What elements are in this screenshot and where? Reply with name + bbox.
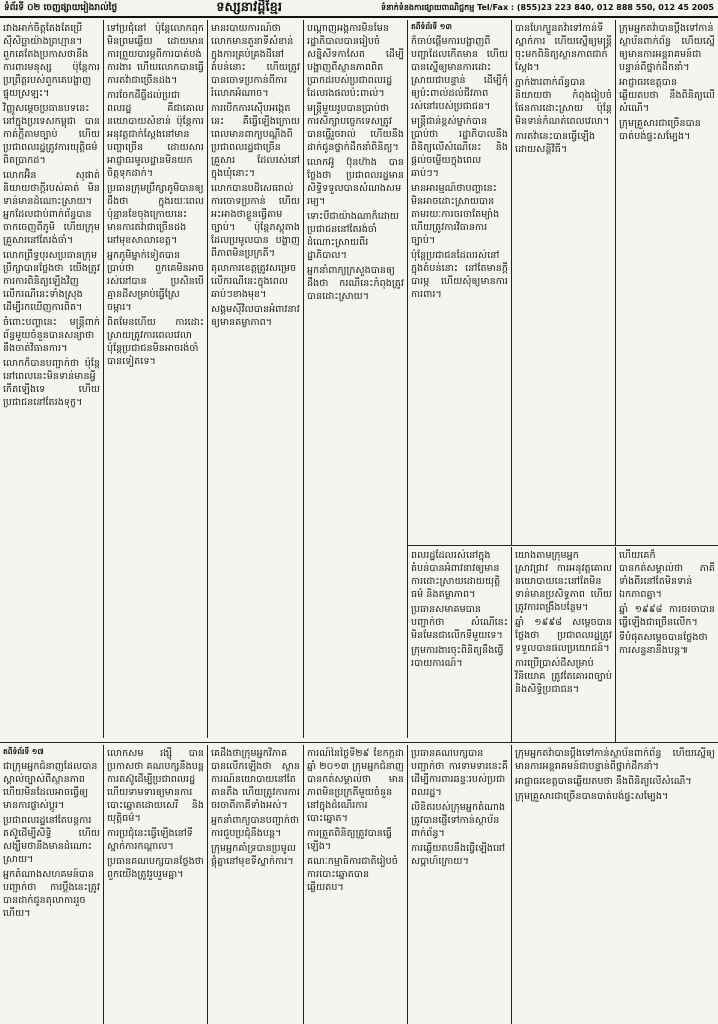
bottom-column-6-body [515, 747, 715, 803]
column-8 [408, 547, 512, 742]
bottom-column-4 [304, 745, 408, 1024]
article-paragraph: អ្នកតំណាងសហគមន៍បានបញ្ជាក់ថា ការប្តឹងនេះត្រូវបានដាក់ជូនតុលាការរួចហើយ។ [3, 869, 100, 919]
contact-info: ទំនាក់ទំនងការផ្សាយពាណិជ្ជកម្ម Tel/Fax : (855)23 223 840, 012 888 550, 012 45 2005 [381, 3, 714, 12]
article-paragraph: អ្នកភូមិម្នាក់ទៀតបានប្រាប់ថា ពួកគេមិនអាចរស់នៅបាន ប្រសិនបើគ្មានដីសម្រាប់ធ្វើស្រែចម្ការ។ [107, 250, 204, 313]
article-paragraph: ជាក្រុមអ្នកជំនាញដែលបានស្គាល់ច្បាស់ពីស្ថានភាព ហើយមិនដែលអាចធ្វើឲ្យមានការផ្លាស់ប្តូរ។ [3, 761, 98, 811]
article-paragraph: ប្រធានក្រុមប្រឹក្សាភូមិបានឲ្យដឹងថា ក្នុងរយៈពេលប៉ុន្មានខែចុងក្រោយនេះ មានការតវ៉ាជាច្រើនដងនៅមុខសាលាខេត្ត។ [107, 183, 204, 246]
article-paragraph: ឆ្នាំ ១៩៩៨ សម្តេចបានថ្លែងថា ប្រជាពលរដ្ឋត្រូវទទួលបានផលប្រយោជន៍។ [515, 617, 612, 654]
article-paragraph: ក្រុមគ្រួសារជាច្រើនបានបាត់បង់ផ្ទះសម្បែង។ [515, 791, 669, 802]
column-1 [0, 20, 104, 738]
bottom-column-2-body [107, 747, 204, 881]
column-7-body [619, 22, 715, 143]
bottom-column-5-body [411, 747, 508, 868]
column-5 [408, 20, 512, 545]
column-7 [616, 20, 718, 545]
article-paragraph: ការតវ៉ានេះបានធ្វើឡើងដោយសន្តិវិធី។ [515, 131, 596, 155]
article-paragraph: ការឆ្លើយតបនឹងធ្វើឡើងនៅសប្តាហ៍ក្រោយ។ [411, 843, 506, 867]
article-paragraph: ភ្នាក់ងារពាក់ព័ន្ធបាននិយាយថា កំពុងរៀបចំផែនការដោះស្រាយ ប៉ុន្តែមិនទាន់កំណត់ពេលវេលា។ [515, 77, 612, 127]
column-3 [208, 20, 304, 738]
bottom-column-3 [208, 745, 304, 1024]
article-paragraph: អាជ្ញាធរខេត្តបានឆ្លើយតបថា នឹងពិនិត្យលើសំណើ។ [619, 77, 715, 114]
article-paragraph: ក្រុមអ្នកតវ៉ាបានប្តឹងទៅកាន់ស្ថាប័នពាក់ព័ន្ធ ហើយស្នើឲ្យមានការអន្តរាគមន៍ជាបន្ទាន់ពីថ្នាក់ដឹកនាំ។ [619, 23, 715, 73]
article-paragraph: ក៏ចាប់ផ្តើមការបង្ហាញពីបញ្ហាដែលកើតមាន ហើយបានស្នើឲ្យមានការដោះស្រាយជាបន្ទាន់ ដើម្បីកុំឲ្យប៉ះពាល់ដល់ជីវភាពរស់នៅរបស់ប្រជាជន។ [411, 36, 508, 112]
article-paragraph: អ្នកនាំពាក្យបានបញ្ជាក់ថា ការជួបប្រជុំនឹងបន្ត។ [211, 815, 300, 839]
article-paragraph: ប្រធានគណបក្សបានថ្លែងថា ពួកយើងត្រូវរួបរួមគ្នា។ [107, 856, 204, 880]
bottom-column-5 [408, 745, 512, 1024]
masthead-title: ទស្សនាវដ្តីខ្មែរ [216, 0, 282, 15]
article-paragraph: បណ្តាញអង្គការមិនមែនរដ្ឋាភិបាលបានរៀបចំសន្និសីទកាសែត ដើម្បីបង្ហាញពីស្ថានភាពពិតប្រាកដរបស់ប្រជាពលរដ្ឋដែលរងផលប៉ះពាល់។ [307, 23, 404, 99]
page-number-label: ទំព័រទី ០២ ចេញផ្សាយរៀងរាល់ថ្ងៃ [4, 2, 118, 13]
column-6 [512, 20, 616, 545]
article-paragraph: ប៉ុន្តែប្រជាជនដែលរស់នៅក្នុងតំបន់នោះ នៅតែមានក្តីបារម្ភ ហើយសុំឲ្យមានការការពារ។ [411, 250, 508, 300]
column-10 [616, 547, 718, 742]
bottom-column-1 [0, 745, 104, 1024]
article-paragraph: គេដឹងថាក្រុមអ្នកវិភាគបានលើកឡើងថា ស្ថានការណ៍នយោបាយនៅតែតានតឹង ហើយត្រូវការការចរចាពីភាគីទាំងអស់។ [211, 748, 300, 811]
article-paragraph: តុលាការខេត្តត្រូវសម្រេចលើករណីនេះក្នុងពេលឆាប់ៗខាងមុខ។ [211, 263, 297, 300]
article-paragraph: អ្នកនាំពាក្យក្រសួងបានឲ្យដឹងថា ករណីនេះកំពុងត្រូវបានដោះស្រាយ។ [307, 265, 404, 302]
column-1-body [3, 22, 100, 409]
column-2-body [107, 22, 204, 368]
column-9 [512, 547, 616, 742]
section-divider-right [408, 545, 718, 546]
article-paragraph: ទោះបីជាយ៉ាងណាក៏ដោយ ប្រជាជននៅតែរង់ចាំដំណោះស្រាយពីរដ្ឋាភិបាល។ [307, 211, 400, 261]
article-paragraph: ការត្រួតពិនិត្យត្រូវបានធ្វើឡើង។ [307, 828, 393, 852]
article-paragraph: លោកសម រង្ស៊ី បានប្រកាសថា គណបក្សនឹងបន្តការតស៊ូដើម្បីប្រជាពលរដ្ឋ ហើយទាមទារឲ្យមានការបោះឆ្នោតដោយសេរី និងយុត្តិធម៌។ [107, 748, 204, 824]
article-paragraph: មានអារម្មណ៍ថាបញ្ហានេះមិនអាចដោះស្រាយបានតាមរយៈការចរចាតែម្យ៉ាង ហើយត្រូវការវិធានការច្បាប់។ [411, 183, 500, 246]
article-paragraph: ការប្រជុំនេះធ្វើឡើងនៅទីស្នាក់ការកណ្តាល។ [107, 828, 193, 852]
bottom-column-1-body [3, 760, 100, 920]
article-paragraph: រវាងអាក់ចិត្តតែងតែប្រើស៊ីសិច្ឆាយ៉ាងព្រហ្មាន។ ពួកគេតែងប្រកាសថានឹងការពារមនុស្ស ប៉ុន្តែការប្រព្រឹត្តរបស់ពួកគេបង្ហាញផ្ទុយស្រឡះ។ [3, 23, 100, 99]
section-divider-bottom [0, 742, 718, 743]
article-paragraph: ប្រធានគណបក្សបានបញ្ជាក់ថា ការទាមទារនេះគឺដើម្បីការពារឆន្ទៈរបស់ប្រជាពលរដ្ឋ។ [411, 748, 508, 798]
column-4 [304, 20, 408, 738]
article-paragraph: ទីបំផុតសម្តេចបានថ្លែងថា ការសន្ទនានឹងបន្ត៕ [619, 632, 708, 656]
column-9-body [515, 549, 612, 696]
article-paragraph: ក្រុមអ្នកគាំទ្របានប្រមូលផ្តុំគ្នានៅមុខទីស្នាក់ការ។ [211, 843, 296, 867]
article-paragraph: លោកបានបដិសេធរាល់ការចោទប្រកាន់ ហើយអះអាងថាខ្លួនធ្វើតាមច្បាប់។ ប៉ុន្តែភស្តុតាងដែលប្រមូលបាន បង្ហាញពីភាពមិនប្រក្រតី។ [211, 183, 300, 259]
continued-from-label: តពីទំព័រទី ១៣ [411, 22, 452, 31]
article-paragraph: លិខិតរបស់ក្រុមអ្នកតំណាងត្រូវបានផ្ញើទៅកាន់ស្ថាប័នពាក់ព័ន្ធ។ [411, 802, 506, 839]
article-paragraph: មន្ត្រីមួយរូបបានប្រាប់ថា ការសិក្សាបច្ចេកទេសត្រូវបានធ្វើរួចរាល់ ហើយនឹងដាក់ជូនថ្នាក់ដឹកនាំពិនិត្យ។ [307, 103, 404, 153]
article-paragraph: ក្រុមអ្នកតវ៉ាបានប្តឹងទៅកាន់ស្ថាប័នពាក់ព័ន្ធ ហើយស្នើឲ្យមានការអន្តរាគមន៍ជាបន្ទាន់ពីថ្នាក់ដឹកនាំ។ [515, 748, 715, 772]
article-paragraph: ហើយគេក៏បានកត់សម្គាល់ថា ភាគីទាំងពីរនៅតែមិនទាន់ឯកភាពគ្នា។ [619, 550, 715, 600]
column-2 [104, 20, 208, 738]
article-paragraph: មន្ត្រីជាន់ខ្ពស់ម្នាក់បានប្រាប់ថា រដ្ឋាភិបាលនឹងពិនិត្យលើសំណើនេះ និងផ្តល់ចម្លើយក្នុងពេលឆាប់ៗ។ [411, 116, 508, 179]
column-8-body [411, 549, 508, 670]
article-paragraph: ការណ៍នៃថ្ងៃទី២៩ ខែកក្កដា ឆ្នាំ ២០១៣ ក្រុមអ្នកជំនាញបានកត់សម្គាល់ថា មានភាពមិនប្រក្រតីមួយចំនួននៅក្នុងដំណើរការបោះឆ្នោត។ [307, 748, 404, 824]
article-paragraph: ប្រធានសមាគមបានបញ្ជាក់ថា សំណើនេះមិនមែនជាលើកទីមួយទេ។ [411, 604, 508, 641]
bottom-column-4-body [307, 747, 404, 894]
article-paragraph: ចំពោះបញ្ហានេះ មន្ត្រីពាក់ព័ន្ធមួយចំនួនបានសន្យាថានឹងចាត់វិធានការ។ [3, 317, 100, 354]
column-10-body [619, 549, 715, 657]
article-paragraph: ពលរដ្ឋដែលរស់នៅក្នុងតំបន់បានអំពាវនាវឲ្យមានការដោះស្រាយដោយយុត្តិធម៌ និងតម្លាភាព។ [411, 550, 501, 600]
bottom-column-3-body [211, 747, 300, 868]
article-paragraph: ក្រុមការងារចុះពិនិត្យនឹងធ្វើរបាយការណ៍។ [411, 645, 504, 669]
column-4-body [307, 22, 404, 303]
column-3-body [211, 22, 300, 329]
bottom-column-6 [512, 745, 718, 1024]
article-paragraph: យោងតាមក្រុមអ្នកស្រាវជ្រាវ ការអនុវត្តគោលនយោបាយនេះនៅតែមិនទាន់មានប្រសិទ្ធភាព ហើយត្រូវការពង្រឹងបន្ថែម។ [515, 550, 612, 613]
bottom-column-2 [104, 745, 208, 1024]
article-paragraph: គណៈកម្មាធិការជាតិរៀបចំការបោះឆ្នោតបានឆ្លើយតប។ [307, 856, 398, 893]
continued-from-label-bottom: តពីទំព័រទី ១៧ [3, 747, 44, 756]
article-paragraph: ការប្រើប្រាស់ដីសម្រាប់វិនិយោគ ត្រូវតែគោរពច្បាប់ និងសិទ្ធិប្រជាជន។ [515, 658, 612, 695]
article-paragraph: ការបើកការស៊ើបអង្កេតនេះ គឺធ្វើឡើងក្រោយពេលមានពាក្យបណ្តឹងពីប្រជាពលរដ្ឋជាច្រើនគ្រួសារ ដែលរស់នៅក្នុងឃុំនោះ។ [211, 103, 300, 179]
column-6-body [515, 22, 612, 156]
article-paragraph: ឆ្នាំ ១៩៩៨ ការចរចាបានធ្វើឡើងជាច្រើនលើក។ [619, 604, 715, 628]
article-paragraph: ក្រុមគ្រួសារជាច្រើនបានបាត់បង់ផ្ទះសម្បែង។ [619, 118, 701, 142]
article-paragraph: លោកក៏បានបញ្ជាក់ថា ប៉ុន្តែ នៅពេលនេះមិនទាន់មានអ្វីកើតឡើងទេ ហើយប្រជាជននៅតែរងទុក្ខ។ [3, 358, 100, 408]
article-paragraph: ប្រជាពលរដ្ឋនៅតែបន្តការតស៊ូដើម្បីសិទ្ធិ ហើយសង្ឃឹមថានឹងមានដំណោះស្រាយ។ [3, 815, 100, 865]
article-paragraph: បានហែក្បួនតវ៉ាទៅកាន់ទីស្នាក់ការ ហើយស្នើឲ្យមន្ត្រីចុះមកពិនិត្យស្ថានភាពជាក់ស្តែង។ [515, 23, 612, 73]
article-paragraph: អាជ្ញាធរខេត្តបានឆ្លើយតបថា នឹងពិនិត្យលើសំណើ។ [515, 776, 692, 787]
article-paragraph: មានរបាយការណ៍ថា លោកមានតួនាទីសំខាន់ក្នុងការគ្រប់គ្រងដីនៅតំបន់នោះ ហើយត្រូវបានចោទប្រកាន់ពីការរំលោភអំណាច។ [211, 23, 300, 99]
page-header [0, 0, 718, 18]
article-paragraph: លោកអ៊ិន សុផាត់ និយាយថាក្តីរបស់គាត់ មិនទាន់មានដំណោះស្រាយ។ អ្នកដែលជាប់ពាក់ព័ន្ធបានចាកចេញពីភូមិ ហើយក្រុមគ្រួសារនៅតែរង់ចាំ។ [3, 170, 100, 246]
article-paragraph: សង្គមស៊ីវិលបានអំពាវនាវឲ្យមានតម្លាភាព។ [211, 304, 300, 328]
article-paragraph: ពិតមែនហើយ ការដោះស្រាយត្រូវការពេលវេលា ប៉ុន្តែប្រជាជនមិនអាចរង់ចាំបានទៀតទេ។ [107, 317, 204, 367]
article-paragraph: ការចែកដីធ្លីដល់ប្រជាពលរដ្ឋ គឺជាគោលនយោបាយសំខាន់ ប៉ុន្តែការអនុវត្តជាក់ស្តែងនៅមានបញ្ហាច្រើន ដោយសារអាជ្ញាធរមូលដ្ឋានមិនយកចិត្តទុកដាក់។ [107, 90, 204, 179]
column-5-body [411, 35, 508, 301]
article-paragraph: លោកព្រឹទ្ធបុរសប្រធានក្រុមប្រឹក្សាបានថ្លែងថា យើងត្រូវការការពិនិត្យឡើងវិញលើករណីនេះទាំងស្រុង ដើម្បីរកឃើញការពិត។ [3, 250, 100, 313]
article-paragraph: ទៅប្រជុំនៅ ប៉ុន្តែលោកពុក មិនព្រមឆ្លើយ ដោយមានការព្រួយបារម្ភពីការបាត់បង់ការងារ ហើយលោកបានធ្វើការតវ៉ាជាច្រើនដង។ [107, 23, 204, 86]
article-paragraph: លោកអ៊ូ ប៊ុនហ៊ាង បានថ្លែងថា ប្រជាពលរដ្ឋមានសិទ្ធិទទួលបានសំណងសមរម្យ។ [307, 157, 404, 207]
article-paragraph: វិញ្ញូសម្តេចប្រធានបទនេះ នៅក្នុងប្រទេសកម្ពុជា បានកាត់ក្តីតាមច្បាប់ ហើយប្រជាពលរដ្ឋត្រូវការយុត្តិធម៌ពិតប្រាកដ។ [3, 103, 100, 166]
